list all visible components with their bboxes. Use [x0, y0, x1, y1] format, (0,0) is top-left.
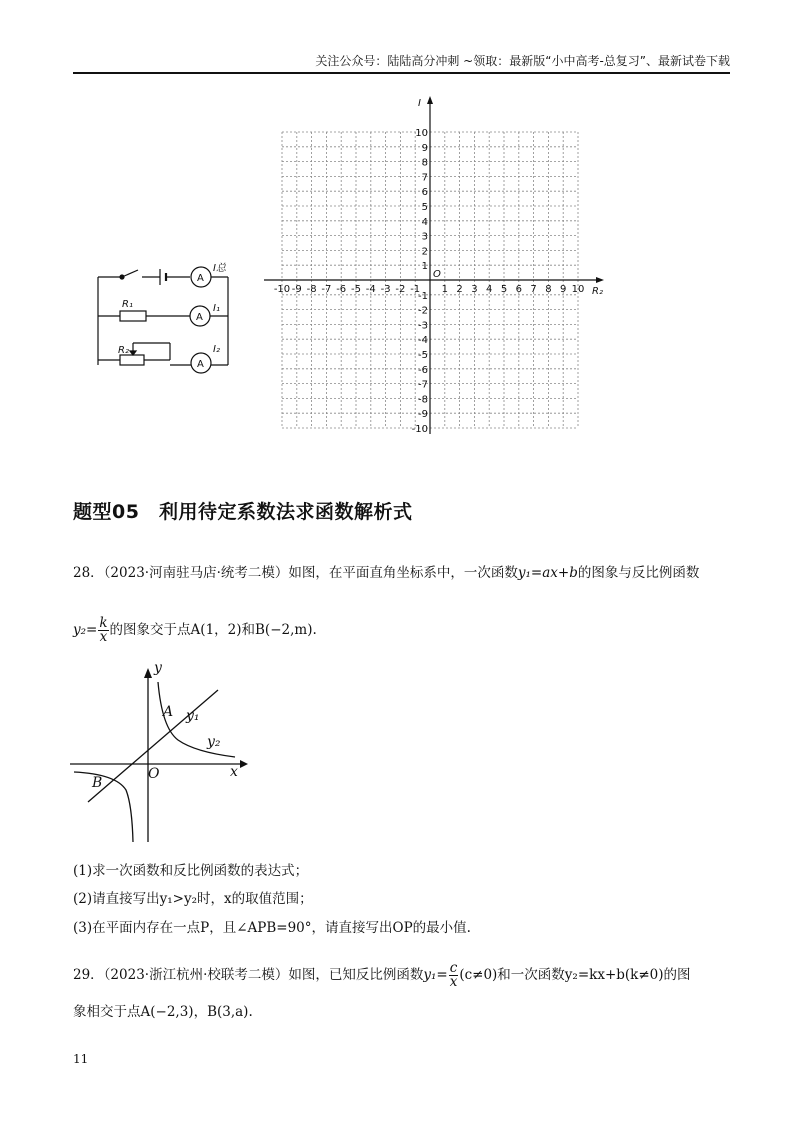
q29-y1: y₁=: [423, 967, 448, 983]
y-tick-label: 6: [421, 187, 428, 199]
q28-sub2: (2)请直接写出y₁>y₂时，x的取值范围；: [73, 891, 313, 907]
q28-x-axis-label: x: [230, 764, 238, 780]
x-tick-label: 8: [545, 284, 552, 295]
q28-line1: [73, 563, 699, 583]
y-tick-label: -8: [418, 394, 428, 406]
y-tick-label: 2: [421, 246, 428, 258]
q28-sub1: (1)求一次函数和反比例函数的表达式；: [73, 863, 309, 879]
q28-linear-expr: y₁=ax+b: [517, 565, 578, 581]
q28-text-tail: 的图象与反比例函数: [577, 565, 700, 581]
x-tick-label: 6: [515, 284, 522, 295]
x-tick-label: 9: [560, 284, 567, 295]
i2-label: I₂: [213, 344, 220, 355]
x-tick-label: -3: [380, 284, 391, 295]
circuit-diagram: [90, 255, 240, 380]
q28-text: 如图，在平面直角坐标系中，一次函数: [288, 565, 518, 581]
q29-line2: 象相交于点A(−2,3)，B(3,a).: [73, 1004, 253, 1020]
q28-y2-label: y₂: [207, 734, 221, 750]
q28-point-b-label: B: [92, 775, 103, 791]
x-tick-label: 2: [456, 284, 463, 295]
section-title: 题型05 利用待定系数法求函数解析式: [73, 501, 413, 523]
x-tick-label: -5: [351, 284, 361, 295]
y-tick-label: 4: [421, 216, 428, 228]
x-tick-label: 10: [571, 284, 585, 295]
x-tick-label: 1: [441, 284, 448, 295]
y-tick-label: -5: [418, 350, 428, 361]
x-tick-label: -1: [410, 284, 421, 295]
y-tick-label: 8: [421, 157, 428, 169]
q29-number: 29．: [73, 967, 104, 983]
coordinate-grid-figure: [262, 92, 612, 452]
y-tick-label: 3: [421, 231, 428, 243]
x-tick-label: -9: [291, 284, 302, 295]
x-tick-label: -4: [365, 284, 376, 295]
x-tick-label: -10: [273, 284, 291, 295]
y-tick-label: 10: [415, 128, 428, 139]
q28-function-graph: [70, 660, 255, 845]
x-tick-label: -2: [395, 284, 406, 295]
r2-label: R₂: [118, 345, 129, 356]
r1-label: R₁: [122, 299, 133, 310]
x-tick-label: 4: [486, 284, 493, 295]
x-axis-arrow: [596, 277, 604, 283]
page-header: 关注公众号：陆陆高分冲刺 ~领取：最新版“小中高考-总复习”、最新试卷下载: [73, 52, 730, 74]
q28-fraction: $\frac{k}{x}$: [99, 615, 108, 645]
y-tick-label: -4: [418, 335, 428, 347]
i-total-label: I总: [213, 263, 226, 274]
q29-text-b: (c≠0)和一次函数y₂=kx+b(k≠0)的图: [459, 967, 691, 983]
y-tick-label: -7: [418, 379, 428, 391]
x-axis-label: R₂: [592, 286, 603, 297]
y-tick-label: -2: [418, 305, 428, 317]
q28-source: （2023·河南驻马店·统考二模）: [103, 565, 289, 581]
ammeter-label: A: [197, 273, 204, 284]
origin-label: O: [433, 269, 441, 280]
x-tick-label: 5: [500, 284, 508, 295]
q29-text-a: 如图，已知反比例函数: [288, 967, 424, 983]
x-tick-label: 3: [471, 284, 478, 295]
y-tick-label: 5: [421, 202, 428, 213]
y-tick-label: 9: [421, 142, 428, 154]
i1-label: I₁: [213, 303, 220, 314]
x-tick-label: -7: [321, 284, 332, 295]
q28-y2: y₂=: [73, 622, 98, 638]
y-axis-arrow: [427, 96, 433, 104]
q28-point-a-label: A: [163, 704, 174, 720]
q28-intersection-text: 的图象交于点A(1，2)和B(−2,m).: [109, 622, 317, 638]
q29-source: （2023·浙江杭州·校联考二模）: [103, 967, 289, 983]
q29-fraction: $\frac{c}{x}$: [449, 960, 458, 990]
q28-y1-label: y₁: [186, 708, 200, 724]
y-tick-label: -6: [418, 364, 428, 376]
y-tick-label: 7: [421, 172, 428, 184]
y-tick-label: 1: [421, 261, 428, 273]
ammeter-label: A: [196, 312, 203, 323]
q28-number: 28．: [73, 565, 104, 581]
x-tick-label: -6: [336, 284, 347, 295]
q28-sub3: (3)在平面内存在一点P，且∠APB=90°，请直接写出OP的最小值.: [73, 920, 471, 936]
x-tick-label: 7: [530, 284, 537, 295]
y-tick-label: -10: [411, 424, 428, 435]
ammeter-label: A: [197, 359, 204, 370]
y-tick-label: -1: [418, 290, 428, 302]
q28-y-axis-label: y: [154, 660, 162, 676]
q29-line1: [73, 962, 691, 989]
x-tick-label: -8: [306, 284, 317, 295]
page-number: 11: [73, 1052, 89, 1066]
y-axis-label: I: [418, 98, 421, 109]
y-tick-label: -9: [418, 409, 428, 421]
q28-line2: [73, 617, 317, 644]
q28-origin-label: O: [148, 766, 160, 782]
y-tick-label: -3: [418, 320, 428, 332]
